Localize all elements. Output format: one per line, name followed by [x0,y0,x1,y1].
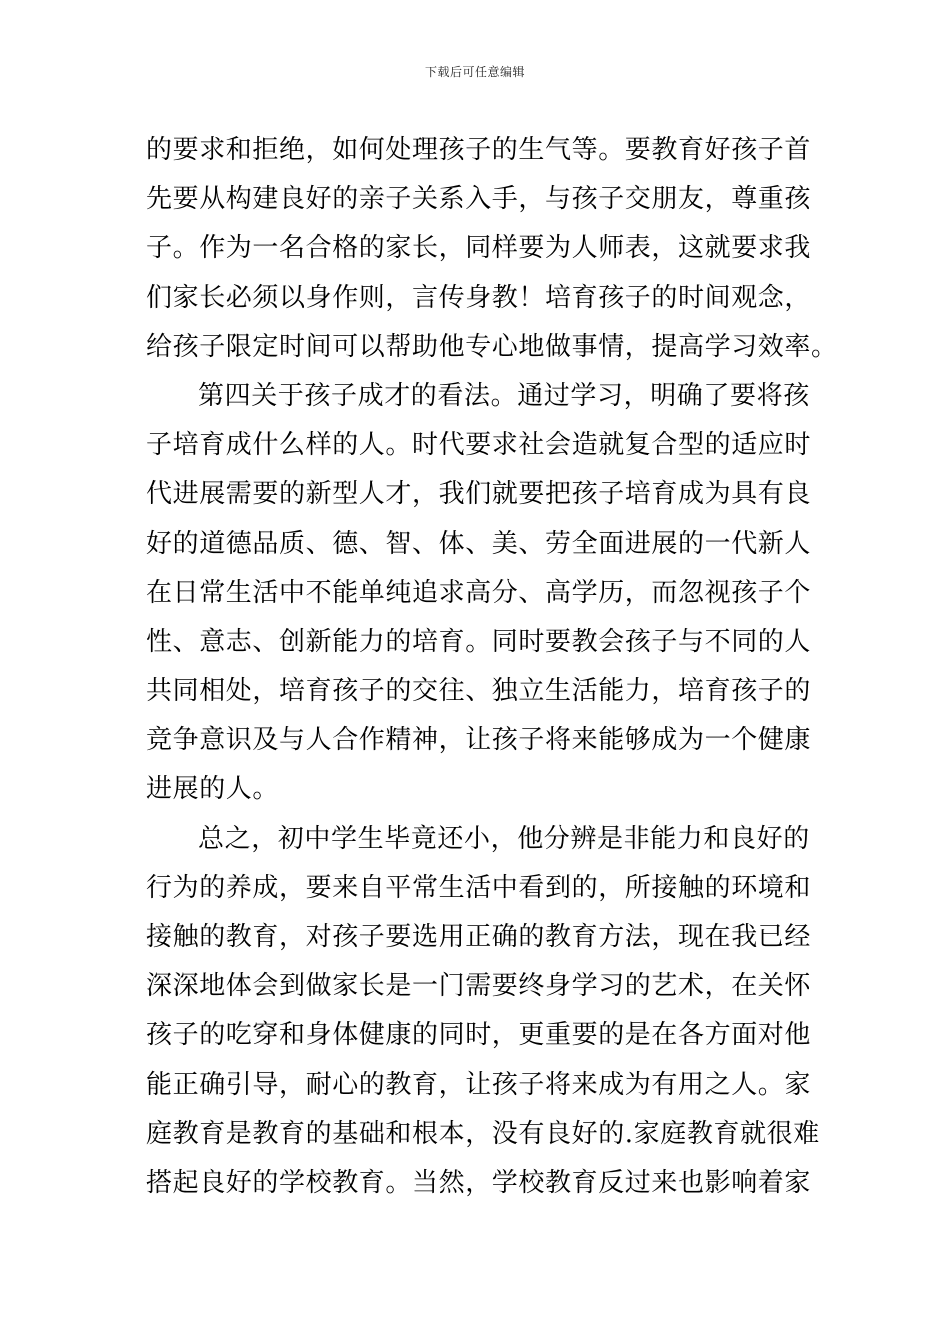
text-line: 进展的人。 [146,774,280,805]
text-line: 行为的养成，要来自平常生活中看到的，所接触的环境和 [146,872,812,903]
text-line: 深深地体会到做家长是一门需要终身学习的艺术，在关怀 [146,971,812,1002]
paragraph-first-line: 第四关于孩子成才的看法。通过学习，明确了要将孩 [198,380,810,411]
text-line: 搭起良好的学校教育。当然，学校教育反过来也影响着家 [146,1167,812,1198]
text-line: 代进展需要的新型人才，我们就要把孩子培育成为具有良 [146,479,812,510]
text-line: 们家长必须以身作则，言传身教！培育孩子的时间观念， [146,282,812,313]
text-line: 子培育成什么样的人。时代要求社会造就复合型的适应时 [146,430,812,461]
text-line: 孩子的吃穿和身体健康的同时，更重要的是在各方面对他 [146,1020,812,1051]
text-line: 性、意志、创新能力的培育。同时要教会孩子与不同的人 [146,626,812,657]
text-line: 竞争意识及与人合作精神，让孩子将来能够成为一个健康 [146,725,812,756]
text-line: 先要从构建良好的亲子关系入手，与孩子交朋友，尊重孩 [146,184,812,215]
text-line: 庭教育是教育的基础和根本，没有良好的.家庭教育就很难 [146,1118,820,1149]
text-line: 子。作为一名合格的家长，同样要为人师表，这就要求我 [146,233,812,264]
text-line: 给孩子限定时间可以帮助他专心地做事情，提高学习效率。 [146,331,838,362]
text-line: 在日常生活中不能单纯追求高分、高学历，而忽视孩子个 [146,577,812,608]
paragraph-first-line: 总之，初中学生毕竟还小，他分辨是非能力和良好的 [198,823,810,854]
page-header: 下载后可任意编辑 [424,65,525,79]
text-line: 共同相处，培育孩子的交往、独立生活能力，培育孩子的 [146,676,812,707]
text-line: 能正确引导，耐心的教育，让孩子将来成为有用之人。家 [146,1069,812,1100]
text-line: 接触的教育，对孩子要选用正确的教育方法，现在我已经 [146,922,812,952]
body-text [146,126,838,1208]
text-line: 的要求和拒绝，如何处理孩子的生气等。要教育好孩子首 [146,135,812,165]
text-line: 好的道德品质、德、智、体、美、劳全面进展的一代新人 [146,528,812,559]
